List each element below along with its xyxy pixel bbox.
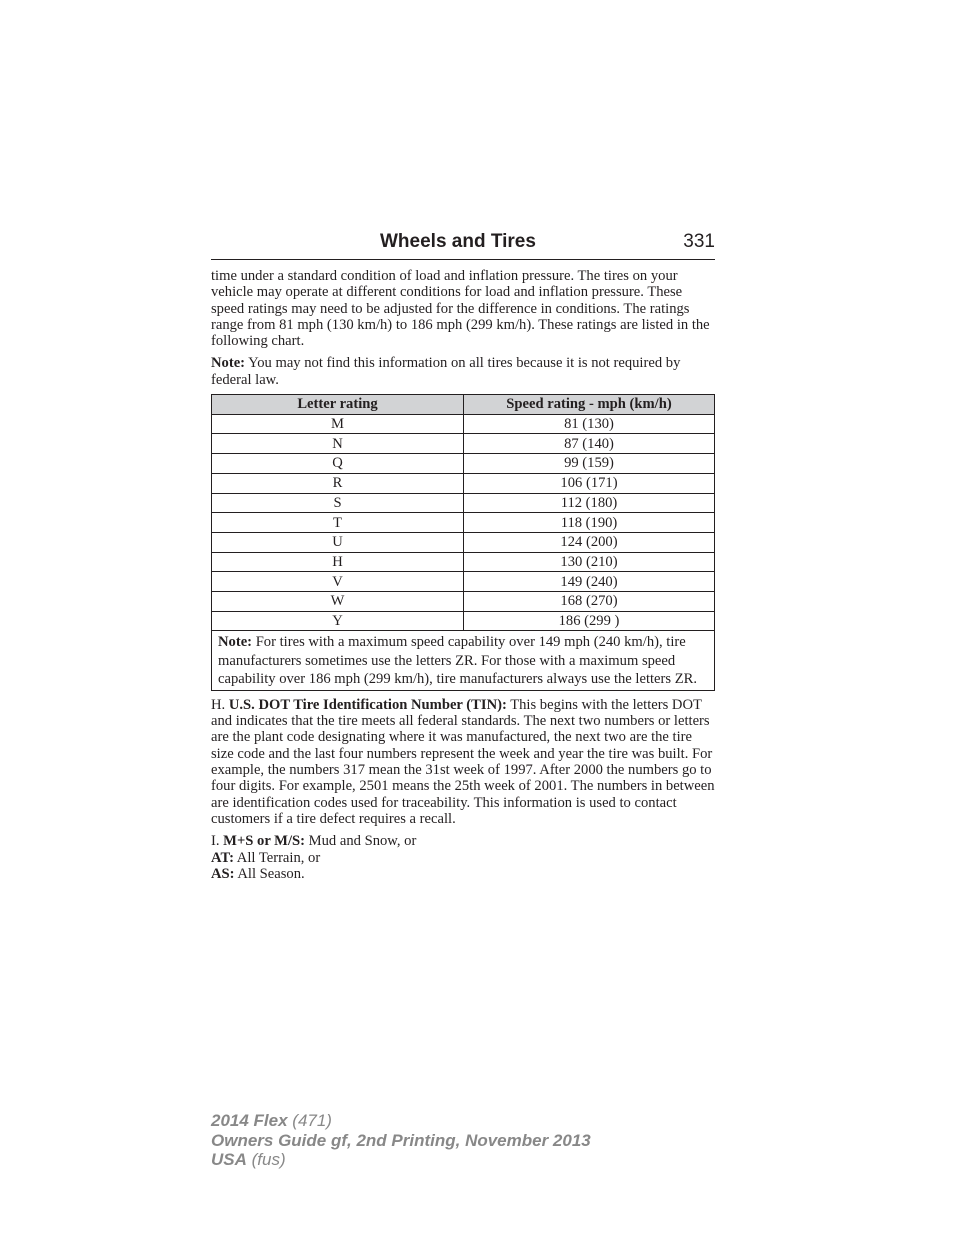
table-row [212, 513, 715, 533]
letter-cell: S [212, 493, 464, 513]
speed-cell: 81 (130) [464, 414, 715, 434]
table-header-row [212, 395, 715, 415]
tin-prefix: H. [211, 696, 229, 713]
ms-line [211, 833, 715, 849]
speed-rating-table [211, 394, 715, 691]
footer-model: 2014 Flex [211, 1111, 288, 1130]
letter-cell: M [212, 414, 464, 434]
table-row [212, 532, 715, 552]
page-content [211, 268, 715, 882]
speed-cell: 99 (159) [464, 454, 715, 474]
table-row [212, 414, 715, 434]
note-text: You may not find this information on all tires because it is not required by federal law. [211, 355, 681, 388]
speed-cell: 106 (171) [464, 473, 715, 493]
table-row [212, 434, 715, 454]
at-line [211, 850, 715, 866]
ms-prefix: I. [211, 833, 224, 850]
at-label: AT: [211, 849, 234, 866]
as-line [211, 866, 715, 882]
as-label: AS: [211, 865, 235, 882]
note-label: Note: [211, 355, 246, 372]
table-note-text: For tires with a maximum speed capability over 149 mph (240 km/h), tire manufacturers sometimes use the letters ZR. For those with a maximum speed capability over 186 mph (299 km/h), tire manufacturers always use the letters ZR. [218, 634, 698, 688]
speed-cell: 124 (200) [464, 532, 715, 552]
footer-market: USA [211, 1150, 247, 1169]
speed-cell: 149 (240) [464, 572, 715, 592]
table-row [212, 552, 715, 572]
speed-cell: 130 (210) [464, 552, 715, 572]
tin-label: U.S. DOT Tire Identification Number (TIN): [228, 696, 507, 713]
table-row [212, 454, 715, 474]
column-header-speed: Speed rating - mph (km/h) [464, 395, 715, 415]
letter-cell: N [212, 434, 464, 454]
footer-guide: Owners Guide gf, 2nd Printing, November 2013 [211, 1130, 591, 1150]
letter-cell: T [212, 513, 464, 533]
footer-guide-line [211, 1131, 591, 1151]
section-title: Wheels and Tires [380, 231, 536, 252]
as-text: All Season. [234, 865, 305, 882]
speed-cell: 186 (299 ) [464, 611, 715, 631]
ms-text: Mud and Snow, or [305, 833, 417, 850]
footer-model-line [211, 1111, 591, 1131]
letter-cell: Q [212, 454, 464, 474]
page-header [211, 229, 715, 260]
note-paragraph [211, 355, 715, 388]
speed-cell: 87 (140) [464, 434, 715, 454]
letter-cell: U [212, 532, 464, 552]
tin-paragraph [211, 697, 715, 827]
table-note-row [212, 631, 715, 691]
tin-text: This begins with the letters DOT and indicates that the tire meets all federal standards. The next two numbers or letters are the plant code designating where it was manufactured, the next two are the tire size code and the last four numbers represent the week and year the tire was built. For example, the numbers 317 mean the 31st week of 1997. After 2000 the numbers go to four digits. For example, 2501 means the 25th week of 2001. The numbers in between are identification codes used for traceability. This information is used to contact customers if a tire defect requires a recall. [211, 696, 715, 827]
speed-cell: 112 (180) [464, 493, 715, 513]
letter-cell: R [212, 473, 464, 493]
table-note [212, 631, 715, 691]
footer-model-code: (471) [287, 1111, 332, 1130]
letter-cell: Y [212, 611, 464, 631]
intro-paragraph: time under a standard condition of load and inflation pressure. The tires on your vehicle may operate at different conditions for load and inflation pressure. These speed ratings may need to be adjusted for the difference in conditions. The ratings range from 81 mph (130 km/h) to 186 mph (299 km/h). These ratings are listed in the following chart. [211, 268, 710, 350]
table-row [212, 493, 715, 513]
letter-cell: H [212, 552, 464, 572]
page-footer [211, 1111, 591, 1170]
ms-label: M+S or M/S: [223, 833, 305, 850]
table-row [212, 572, 715, 592]
table-row [212, 591, 715, 611]
table-row [212, 611, 715, 631]
letter-cell: W [212, 591, 464, 611]
footer-market-code: (fus) [246, 1150, 286, 1169]
speed-cell: 168 (270) [464, 591, 715, 611]
table-row [212, 473, 715, 493]
table-note-label: Note: [218, 634, 253, 651]
speed-cell: 118 (190) [464, 513, 715, 533]
column-header-letter: Letter rating [212, 395, 464, 415]
page-number: 331 [683, 231, 715, 252]
footer-market-line [211, 1150, 591, 1170]
at-text: All Terrain, or [233, 849, 321, 866]
letter-cell: V [212, 572, 464, 592]
